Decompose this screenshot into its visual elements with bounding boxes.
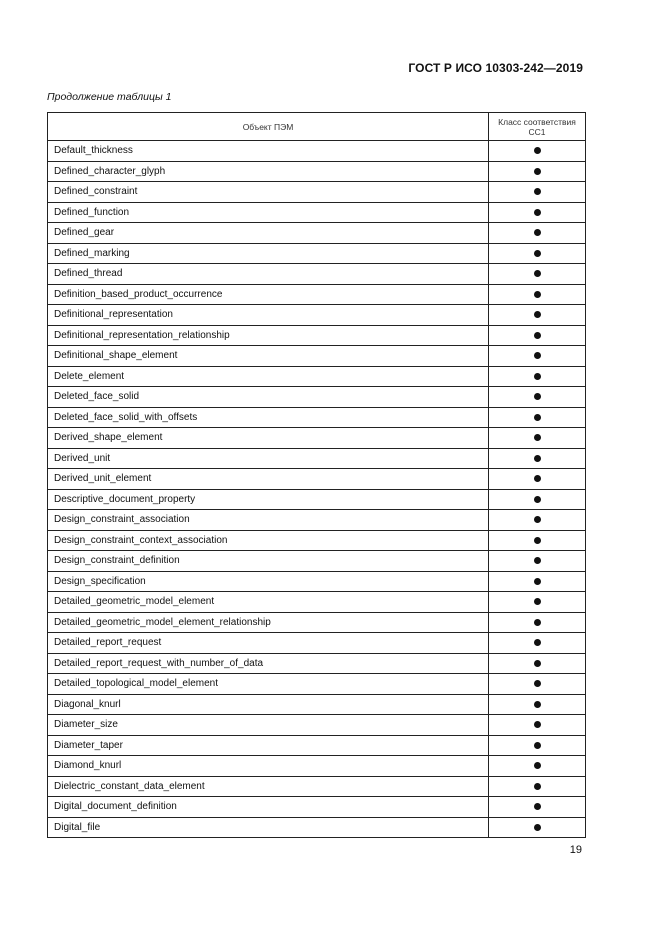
filled-circle-icon <box>534 455 541 462</box>
column-header-class-line2: СС1 <box>528 126 546 137</box>
filled-circle-icon <box>534 598 541 605</box>
conformance-cell <box>489 735 586 756</box>
conformance-cell <box>489 141 586 162</box>
table-row <box>48 530 586 551</box>
object-name-cell: Dielectric_constant_data_element <box>48 776 489 797</box>
filled-circle-icon <box>534 824 541 831</box>
object-name-cell: Defined_gear <box>48 223 489 244</box>
filled-circle-icon <box>534 352 541 359</box>
conformance-cell <box>489 489 586 510</box>
table-body <box>48 141 586 838</box>
table-row <box>48 694 586 715</box>
object-name-cell: Detailed_geometric_model_element <box>48 592 489 613</box>
table-row <box>48 161 586 182</box>
filled-circle-icon <box>534 332 541 339</box>
conformance-cell <box>489 407 586 428</box>
conformance-cell <box>489 674 586 695</box>
object-name-cell: Definitional_representation <box>48 305 489 326</box>
object-name-cell: Deleted_face_solid <box>48 387 489 408</box>
filled-circle-icon <box>534 742 541 749</box>
conformance-cell <box>489 530 586 551</box>
table-row <box>48 366 586 387</box>
filled-circle-icon <box>534 475 541 482</box>
object-name-cell: Defined_constraint <box>48 182 489 203</box>
object-name-cell: Defined_function <box>48 202 489 223</box>
filled-circle-icon <box>534 660 541 667</box>
conformance-cell <box>489 797 586 818</box>
table-row <box>48 735 586 756</box>
object-name-cell: Detailed_report_request_with_number_of_data <box>48 653 489 674</box>
table-row <box>48 489 586 510</box>
conformance-cell <box>489 202 586 223</box>
filled-circle-icon <box>534 147 541 154</box>
table-row <box>48 715 586 736</box>
table-row <box>48 305 586 326</box>
object-name-cell: Design_constraint_context_association <box>48 530 489 551</box>
object-name-cell: Diagonal_knurl <box>48 694 489 715</box>
filled-circle-icon <box>534 291 541 298</box>
conformance-cell <box>489 592 586 613</box>
object-name-cell: Defined_marking <box>48 243 489 264</box>
table-row <box>48 428 586 449</box>
conformance-cell <box>489 346 586 367</box>
conformance-cell <box>489 694 586 715</box>
filled-circle-icon <box>534 188 541 195</box>
conformance-cell <box>489 284 586 305</box>
filled-circle-icon <box>534 783 541 790</box>
filled-circle-icon <box>534 701 541 708</box>
table-row <box>48 223 586 244</box>
conformance-cell <box>489 510 586 531</box>
table-caption: Продолжение таблицы 1 <box>47 91 172 103</box>
object-name-cell: Deleted_face_solid_with_offsets <box>48 407 489 428</box>
filled-circle-icon <box>534 557 541 564</box>
filled-circle-icon <box>534 680 541 687</box>
table-row <box>48 284 586 305</box>
object-name-cell: Derived_unit <box>48 448 489 469</box>
table-row <box>48 756 586 777</box>
table-row <box>48 592 586 613</box>
filled-circle-icon <box>534 168 541 175</box>
table-row <box>48 571 586 592</box>
conformance-cell <box>489 243 586 264</box>
conformance-cell <box>489 387 586 408</box>
column-header-class-line1: Класс соответствия <box>498 116 576 127</box>
column-header-object: Объект ПЭМ <box>48 113 489 141</box>
filled-circle-icon <box>534 414 541 421</box>
conformance-cell <box>489 264 586 285</box>
table-row <box>48 448 586 469</box>
filled-circle-icon <box>534 496 541 503</box>
filled-circle-icon <box>534 373 541 380</box>
object-name-cell: Default_thickness <box>48 141 489 162</box>
object-name-cell: Derived_shape_element <box>48 428 489 449</box>
object-name-cell: Digital_file <box>48 817 489 838</box>
conformance-cell <box>489 715 586 736</box>
conformance-cell <box>489 428 586 449</box>
conformance-cell <box>489 571 586 592</box>
filled-circle-icon <box>534 803 541 810</box>
object-name-cell: Definitional_representation_relationship <box>48 325 489 346</box>
filled-circle-icon <box>534 639 541 646</box>
filled-circle-icon <box>534 516 541 523</box>
table-row <box>48 817 586 838</box>
filled-circle-icon <box>534 578 541 585</box>
table-row <box>48 551 586 572</box>
column-header-class <box>489 113 586 141</box>
conformance-cell <box>489 305 586 326</box>
table-row <box>48 325 586 346</box>
conformance-cell <box>489 612 586 633</box>
table-row <box>48 653 586 674</box>
object-name-cell: Diamond_knurl <box>48 756 489 777</box>
table-row <box>48 469 586 490</box>
conformance-cell <box>489 325 586 346</box>
conformance-table <box>47 112 586 838</box>
conformance-cell <box>489 469 586 490</box>
filled-circle-icon <box>534 393 541 400</box>
table-row <box>48 776 586 797</box>
object-name-cell: Defined_character_glyph <box>48 161 489 182</box>
object-name-cell: Detailed_topological_model_element <box>48 674 489 695</box>
conformance-cell <box>489 223 586 244</box>
conformance-cell <box>489 182 586 203</box>
object-name-cell: Delete_element <box>48 366 489 387</box>
filled-circle-icon <box>534 229 541 236</box>
filled-circle-icon <box>534 619 541 626</box>
object-name-cell: Detailed_report_request <box>48 633 489 654</box>
conformance-cell <box>489 817 586 838</box>
filled-circle-icon <box>534 209 541 216</box>
table-row <box>48 612 586 633</box>
table-row <box>48 510 586 531</box>
table-row <box>48 141 586 162</box>
filled-circle-icon <box>534 537 541 544</box>
table-row <box>48 182 586 203</box>
object-name-cell: Design_constraint_association <box>48 510 489 531</box>
table-row <box>48 633 586 654</box>
table-row <box>48 346 586 367</box>
table-row <box>48 387 586 408</box>
object-name-cell: Design_constraint_definition <box>48 551 489 572</box>
filled-circle-icon <box>534 250 541 257</box>
document-header: ГОСТ Р ИСО 10303-242—2019 <box>408 61 583 75</box>
object-name-cell: Defined_thread <box>48 264 489 285</box>
conformance-cell <box>489 756 586 777</box>
conformance-cell <box>489 776 586 797</box>
filled-circle-icon <box>534 762 541 769</box>
table-row <box>48 407 586 428</box>
object-name-cell: Definitional_shape_element <box>48 346 489 367</box>
object-name-cell: Derived_unit_element <box>48 469 489 490</box>
object-name-cell: Descriptive_document_property <box>48 489 489 510</box>
filled-circle-icon <box>534 721 541 728</box>
filled-circle-icon <box>534 311 541 318</box>
conformance-cell <box>489 633 586 654</box>
filled-circle-icon <box>534 434 541 441</box>
table-header-row <box>48 113 586 141</box>
table-row <box>48 264 586 285</box>
object-name-cell: Detailed_geometric_model_element_relationship <box>48 612 489 633</box>
conformance-cell <box>489 366 586 387</box>
table-row <box>48 674 586 695</box>
conformance-cell <box>489 161 586 182</box>
object-name-cell: Diameter_taper <box>48 735 489 756</box>
object-name-cell: Diameter_size <box>48 715 489 736</box>
table-row <box>48 202 586 223</box>
conformance-cell <box>489 551 586 572</box>
conformance-cell <box>489 448 586 469</box>
object-name-cell: Definition_based_product_occurrence <box>48 284 489 305</box>
filled-circle-icon <box>534 270 541 277</box>
conformance-cell <box>489 653 586 674</box>
object-name-cell: Design_specification <box>48 571 489 592</box>
object-name-cell: Digital_document_definition <box>48 797 489 818</box>
table-row <box>48 243 586 264</box>
table-row <box>48 797 586 818</box>
page-number: 19 <box>569 844 582 856</box>
